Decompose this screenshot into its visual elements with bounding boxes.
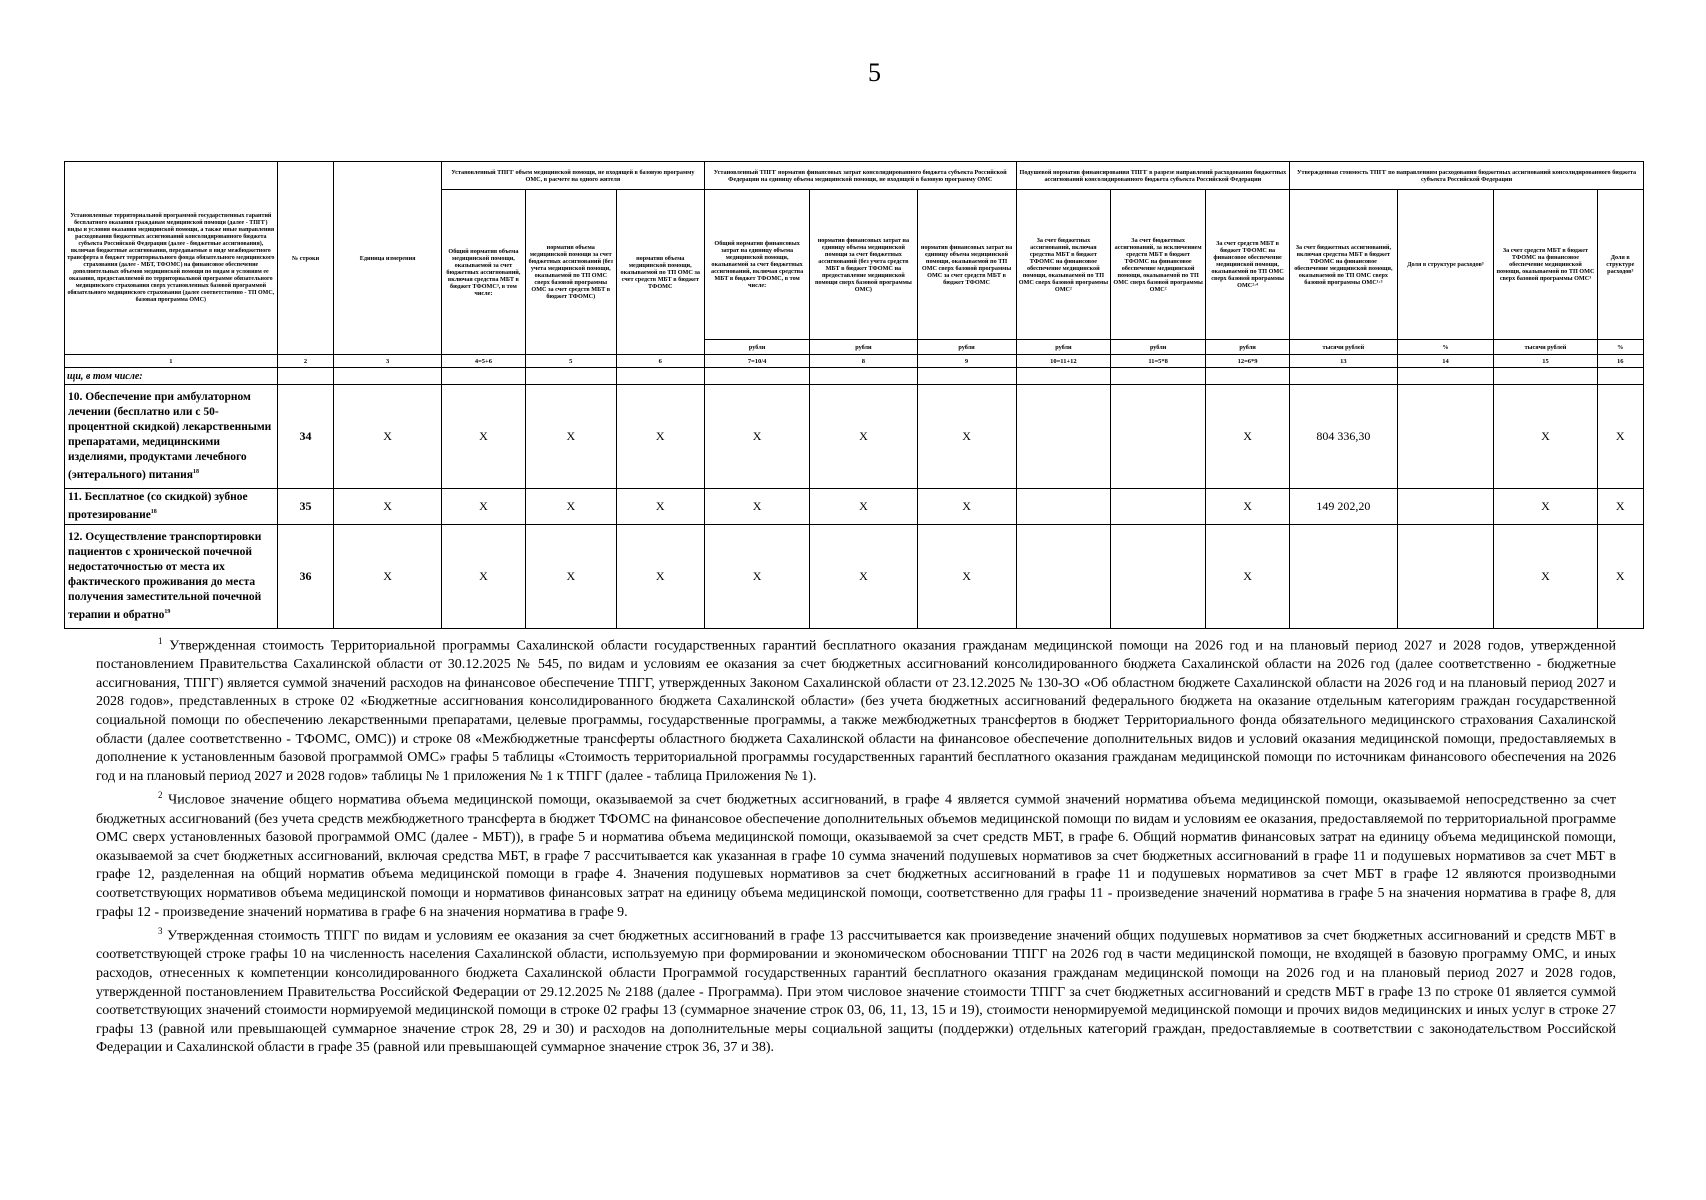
table-cell: 149 202,20 [1290,489,1397,525]
table-cell: X [334,489,441,525]
table-cell: X [1597,489,1643,525]
table-cell: X [1494,385,1597,489]
row-label [65,385,278,489]
unit-col14: % [1397,340,1494,355]
column-number-row [65,355,1644,368]
column-number: 13 [1290,355,1397,368]
table-cell: X [334,385,441,489]
table-row [65,489,1644,525]
footnote-text: Утвержденная стоимость ТПГГ по видам и условиям ее оказания за счет бюджетных ассигнований в графе 13 рассчитывается как произведение значений общих подушевых нормативов за счет бюджетных ассигнований и средств МБТ в соответствующей строке графы 10 на численность населения Сахалинской области, используемую при формировании и экономическом обосновании ТПГГ на 2026 год в части медицинской помощи, не входящей в базовую программу ОМС, и иных расходов, отнесенных к компетенции консолидированного бюджета Сахалинской области Программой государственных гарантий бесплатного оказания гражданам медицинской помощи на 2026 год и на плановый период 2027 и 2028 годов, утвержденной постановлением Правительства Российской Федерации от 29.12.2025 № 2188 (далее - Программа). При этом числовое значение стоимости ТПГГ за счет бюджетных ассигнований и средств МБТ в графе 13 по строке 01 является суммой соответствующих значений стоимости нормируемой медицинской помощи в строке 02 графы 13 (суммарное значение строк 03, 06, 11, 13, 15 и 19), стоимости ненормируемой медицинской помощи и прочих видов медицинских и иных услуг в строке 27 графы 13 (равной или превышающей суммарное значение строк 28, 29 и 30) и расходов на дополнительные меры социальной защиты (поддержки) отдельных категорий граждан, предоставляемые в соответствии с законодательством Российской Федерации и Сахалинской области в графе 35 (равной или превышающей суммарное значение строк 36, 37 и 38). [96,928,1616,1056]
unit-col12: рубли [1205,340,1289,355]
footnote-ref: 19 [164,608,171,615]
unit-col11: рубли [1111,340,1206,355]
footnote-text: Числовое значение общего норматива объема медицинской помощи, оказываемой за счет бюджетных ассигнований, в графе 4 является суммой значений норматива объема медицинской помощи, оказываемой непосредственно за счет бюджетных ассигнований (без учета средств межбюджетного трансферта в бюджет ТФОМС на финансовое обеспечение дополнительных объемов медицинской помощи по видам и условиям ее оказания, предоставляемой по территориальной программе ОМС сверх установленных базовой программой ОМС (далее - МБТ)), в графе 5 и норматива объема медицинской помощи, оказываемой за счет средств МБТ, в графе 6. Общий норматив финансовых затрат на единицу объема медицинской помощи, оказываемой за счет бюджетных ассигнований, включая средства МБТ, в графе 7 рассчитывается как указанная в графе 10 сумма значений подушевых нормативов за счет бюджетных ассигнований в графе 11 и подушевых нормативов за счет МБТ в графе 12, разделенная на общий норматив объема медицинской помощи в графе 4. Значения подушевых нормативов за счет бюджетных ассигнований в графе 11 и подушевых нормативов за счет МБТ в графе 12 являются производными соответствующих нормативов объема медицинской помощи и нормативов финансовых затрат на единицу объема медицинской помощи, соответственно для графы 11 - произведение значений норматива в графе 5 на значения норматива в графе 8, для графы 12 - произведение значений норматива в графе 6 на значения норматива в графе 9. [96,793,1617,920]
subtitle-row [65,368,1644,385]
table-cell [1016,524,1111,628]
header-col12: За счет средств МБТ в бюджет ТФОМС на финансовое обеспечение медицинской помощи, оказываемой по ТП ОМС сверх базовой программы ОМС²·⁴ [1205,190,1289,340]
header-col1: Установленные территориальной программой государственных гарантий бесплатного оказания гражданам медицинской помощи (далее - ТПГГ) виды и условия оказания медицинской помощи, а также иные направления расходования бюджетных ассигнований консолидированного бюджета субъекта Российской Федерации (далее - бюджетные ассигнования), включая бюджетные ассигнования, передаваемые в виде межбюджетного трансферта в бюджет территориального фонда обязательного медицинского страхования (далее - МБТ, ТФОМС) на финансовое обеспечение дополнительных объемов медицинской помощи по видам и условиям ее оказания, предоставляемой по территориальной программе обязательного медицинского страхования сверх установленных базовой программой обязательного медицинского страхования (далее соответственно - ТП ОМС, базовая программа ОМС) [65,162,278,355]
unit-col9: рубли [917,340,1016,355]
header-col2: № строки [277,162,334,355]
footnote-2 [96,786,1616,922]
table-cell [1397,385,1494,489]
column-number: 11=5*8 [1111,355,1206,368]
table-cell [1290,524,1397,628]
header-col3: Единица измерения [334,162,441,355]
page-number: 5 [868,58,881,87]
column-number: 9 [917,355,1016,368]
row-label-text: 12. Осуществление транспортировки пациентов с хронической почечной недостаточностью от места их фактического проживания до места получения заместительной почечной терапии и обратно [68,530,262,621]
column-number: 16 [1597,355,1643,368]
unit-col7: рубли [704,340,809,355]
header-col10: За счет бюджетных ассигнований, включая средства МБТ в бюджет ТФОМС на финансовое обеспечение медицинской помощи, оказываемой по ТП ОМС сверх базовой программы ОМС² [1016,190,1111,340]
row-label [65,524,278,628]
table-cell: X [441,385,525,489]
table-row [65,524,1644,628]
footnote-3 [96,922,1616,1058]
header-col8: норматив финансовых затрат на единицу объема медицинской помощи за счет бюджетных ассигнований (без учета средств МБТ в бюджет ТФОМС на предоставление медицинской помощи сверх базовой программы ОМС) [810,190,917,340]
table-cell: X [917,524,1016,628]
table-cell [1397,524,1494,628]
header-col5: норматив объема медицинской помощи за счет бюджетных ассигнований (без учета медицинской помощи, оказываемой по ТП ОМС сверх базовой программы ОМС за счет средств МБТ в бюджет ТФОМС) [526,190,617,355]
column-number: 6 [616,355,704,368]
column-number: 14 [1397,355,1494,368]
table-cell: X [704,385,809,489]
table-cell: X [917,385,1016,489]
table-cell: X [616,489,704,525]
header-col16: Доля в структуре расходов³ [1597,190,1643,340]
table-cell: X [1205,385,1289,489]
table-cell: X [704,524,809,628]
row-label-text: 10. Обеспечение при амбулаторном лечении (бесплатно или с 50-процентной скидкой) лекарственными препаратами, медицинскими изделиями, продуктами лечебного (энтерального) питания [68,391,272,481]
table-cell [1111,489,1206,525]
table-row [65,385,1644,489]
column-number: 1 [65,355,278,368]
column-number: 5 [526,355,617,368]
table-cell: X [616,524,704,628]
table-cell [1111,385,1206,489]
column-number: 3 [334,355,441,368]
table-cell: X [616,385,704,489]
header-col11: За счет бюджетных ассигнований, за исключением средств МБТ в бюджет ТФОМС на финансовое обеспечение медицинской помощи, оказываемой по ТП ОМС сверх базовой программы ОМС² [1111,190,1206,340]
row-label [65,489,278,525]
table-cell: X [1205,489,1289,525]
unit-col16: % [1597,340,1643,355]
header-col6: норматив объема медицинской помощи, оказываемой по ТП ОМС за счет средств МБТ в бюджет ТФОМС [616,190,704,355]
row-number: 36 [277,524,334,628]
footnote-1 [96,632,1616,786]
unit-col15: тысячи рублей [1494,340,1597,355]
column-number: 15 [1494,355,1597,368]
column-number: 7=10/4 [704,355,809,368]
header-col13: За счет бюджетных ассигнований, включая средства МБТ в бюджет ТФОМС на финансовое обеспечение медицинской помощи, оказываемой по ТП ОМС сверх базовой программы ОМС¹·³ [1290,190,1397,340]
table-cell: X [704,489,809,525]
header-col9: норматив финансовых затрат на единицу объема медицинской помощи, оказываемой по ТП ОМС сверх базовой программы ОМС за счет средств МБТ в бюджет ТФОМС [917,190,1016,340]
financing-table [64,161,1644,629]
table-cell: X [526,385,617,489]
table-cell: X [810,385,917,489]
column-number: 10=11+12 [1016,355,1111,368]
table-cell: X [1494,524,1597,628]
footnote-mark: 3 [158,926,163,937]
column-number: 8 [810,355,917,368]
table-cell: X [1205,524,1289,628]
header-group-per-capita: Подушевой норматив финансирования ТПГГ в разрезе направлений расходования бюджетных ассигнований консолидированного бюджета субъекта Российской Федерации [1016,162,1290,190]
footnote-text: Утвержденная стоимость Территориальной программы Сахалинской области государственных гарантий бесплатного оказания гражданам медицинской помощи на 2026 год и на плановый период 2027 и 2028 годов, утвержденной постановлением Правительства Сахалинской области от 30.12.2025 № 545, по видам и условиям ее оказания за счет бюджетных ассигнований консолидированного бюджета Сахалинской области на 2026 год (далее соответственно - бюджетные ассигнования, ТПГГ) является суммой значений расходов на финансовое обеспечение ТПГГ, утвержденных Законом Сахалинской области от 23.12.2025 № 130-ЗО «Об областном бюджете Сахалинской области на 2026 год и на плановый период 2027 и 2028 годов», представленных в строке 02 «Бюджетные ассигнования консолидированного бюджета Сахалинской области» (без учета бюджетных ассигнований федерального бюджета на оказание отдельным категориям граждан государственной социальной помощи по обеспечению лекарственными препаратами, целевые программы, государственные программы, а также межбюджетных трансфертов в бюджет Территориального фонда обязательного медицинского страхования Сахалинской области (далее соответственно - ТФОМС, ОМС)) и строке 08 «Межбюджетные трансферты областного бюджета Сахалинской области на финансовое обеспечение дополнительных видов и условий оказания медицинской помощи, предоставляемых в дополнение к установленным базовой программой ОМС» графы 5 таблицы «Стоимость территориальной программы государственных гарантий бесплатного оказания гражданам медицинской помощи по источникам финансового обеспечения на 2026 год и на плановый период 2027 и 2028 годов» таблицы № 1 приложения № 1 к ТПГГ (далее - таблица Приложения № 1). [96,638,1617,784]
table-cell [1016,489,1111,525]
row-label-text: 11. Бесплатное (со скидкой) зубное протезирование [68,491,248,521]
column-number: 12=6*9 [1205,355,1289,368]
table-cell: X [334,524,441,628]
table-cell: 804 336,30 [1290,385,1397,489]
footnote-ref: 18 [150,509,157,515]
footnotes [96,632,1616,1058]
table-cell: X [441,524,525,628]
table-cell [1397,489,1494,525]
table-cell: X [1494,489,1597,525]
header-group-volume: Установленный ТПГГ объем медицинской помощи, не входящей в базовую программу ОМС, в расчете на одного жителя [441,162,704,190]
unit-col10: рубли [1016,340,1111,355]
column-number: 2 [277,355,334,368]
table-cell: X [810,489,917,525]
table-cell [1016,385,1111,489]
row-number: 34 [277,385,334,489]
header-col15: За счет средств МБТ в бюджет ТФОМС на финансовое обеспечение медицинской помощи, оказываемой по ТП ОМС сверх базовой программы ОМС³ [1494,190,1597,340]
row-number: 35 [277,489,334,525]
unit-col8: рубли [810,340,917,355]
header-col4: Общий норматив объема медицинской помощи, оказываемой за счет бюджетных ассигнований, включая средства МБТ в бюджет ТФОМС³, в том числе: [441,190,525,355]
table-cell: X [1597,385,1643,489]
table-cell: X [917,489,1016,525]
unit-col13: тысячи рублей [1290,340,1397,355]
footnote-ref: 18 [193,469,199,476]
table-cell: X [441,489,525,525]
footnote-mark: 1 [158,636,163,646]
table-cell: X [1597,524,1643,628]
header-group-cost: Установленный ТПГГ норматив финансовых затрат консолидированного бюджета субъекта Российской Федерации на единицу объема медицинской помощи, не входящей в базовую программу ОМС [704,162,1016,190]
column-number: 4=5+6 [441,355,525,368]
footnote-mark: 2 [158,790,163,801]
table-container [64,161,1644,629]
table-cell: X [526,489,617,525]
header-col14: Доля в структуре расходов³ [1397,190,1494,340]
table-cell: X [526,524,617,628]
table-cell [1111,524,1206,628]
table-subtitle: щи, в том числе: [65,368,278,385]
table-cell: X [810,524,917,628]
header-col7: Общий норматив финансовых затрат на единицу объема медицинской помощи, оказываемой за счет бюджетных ассигнований, включая средства МБТ в бюджет ТФОМС, в том числе: [704,190,809,340]
header-group-approved: Утвержденная стоимость ТПГГ по направлениям расходования бюджетных ассигнований консолидированного бюджета субъекта Российской Федерации [1290,162,1644,190]
